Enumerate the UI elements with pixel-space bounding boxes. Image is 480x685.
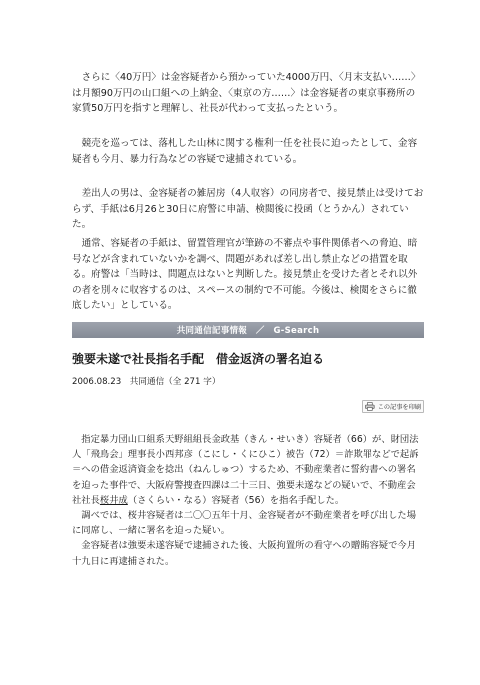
article-meta: 2006.08.23 共同通信（全 271 字） [72, 377, 221, 387]
source-banner-text: 共同通信記事情報 ／ G-Search [176, 326, 320, 336]
article-body-part-1: 指定暴力団山口組系天野組組長金政基（きん・せいき）容疑者（66）が、財団法人「飛鳥会」理事長小西邦彦（こにし・くにひこ）被告（72）＝詐欺罪などで起訴＝への借金返済資金を捻出（ねんしゅつ）するため、不動産業者に誓約書への署名を迫った事件で、大阪府警捜査四課は二十三日、強要未遂などの疑いで、不動産会社社長 [72, 434, 419, 506]
article-paragraph-3: 差出人の男は、金容疑者の雑居房（4人収容）の同房者で、接見禁止は受けておらず、手紙は6月26と30日に府警に申請、検閲後に投函（とうかん）されていた。 [72, 188, 424, 230]
article-paragraph-4: 通常、容疑者の手紙は、留置管理官が筆跡の不審点や事件関係者への脅迫、暗号などが含まれていないかを調べ、問題があれば差し出し禁止などの措置を取る。府警は「当時は、問題点はないと判断した。接見禁止を受けた者とそれ以外の者を別々に収容するのは、スペースの制約で不可能。今後は、検閲をさらに徹底したい」としている。 [72, 238, 418, 311]
print-article-button[interactable] [362, 400, 424, 413]
article-paragraph-2: 競売を巡っては、落札した山林に関する権利一任を社長に迫ったとして、金容疑者も今月、暴力行為などの容疑で逮捕されている。 [72, 138, 418, 165]
article-paragraph-1: さらに〈40万円〉は金容疑者から預かっていた4000万円、〈月末支払い……〉は月額90万円の山口組への上納金、〈東京の方……〉は金容疑者の東京事務所の家賃50万円を指すと理解し、社長が代わって支払ったという。 [72, 72, 421, 114]
suspect-name: 桜井成 [99, 494, 128, 506]
source-banner [72, 322, 424, 338]
article-body [72, 432, 424, 569]
printer-icon [365, 402, 375, 411]
article-body-part-2: （さくらい・なる）容疑者（56）を指名手配した。 調べでは、桜井容疑者は二〇〇五年十月、金容疑者が不動産業者を呼び出した場に同席し、一緒に署名を迫った疑い。 金容疑者は強要未遂容疑で逮捕された後、大阪拘置所の看守への贈賄容疑で今月十九日に再逮捕された。 [72, 494, 416, 567]
article-headline: 強要未遂で社長指名手配 借金返済の署名迫る [72, 352, 325, 366]
print-article-label: この記事を印刷 [377, 404, 421, 411]
